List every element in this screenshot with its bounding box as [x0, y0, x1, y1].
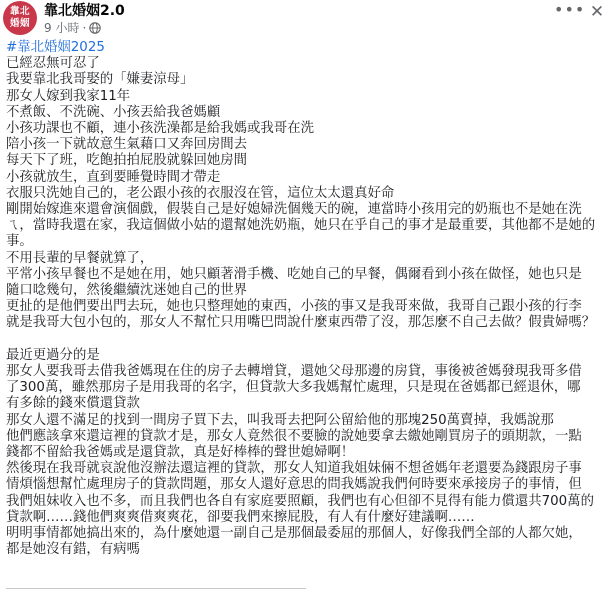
- post-line: 貸款啊……錢他們爽爽借爽爽花，卻要我們來擦屁股，有人有什麼好建議啊……: [6, 509, 475, 525]
- post-line: 了300萬，雖然那房子是用我哥的名字，但貸款大多我媽幫忙處理，只是現在爸媽都已經退休，哪: [6, 380, 581, 396]
- post-line: 剛開始嫁進來還會演個戲，假裝自己是好媳婦洗個幾天的碗，連當時小孩用完的奶瓶也不是她在洗: [6, 202, 582, 218]
- post-line: 就是我哥大包小包的，那女人不幫忙只用嘴巴問說什麼東西帶了沒，那怎麼不自己去做？假貴婦嗎？: [6, 315, 596, 331]
- close-icon[interactable]: ✕: [589, 2, 605, 22]
- post-line: 明明事情都她搞出來的，為什麼她還一副自己是那個最委屈的那個人，好像我們全部的人都欠她，: [6, 526, 582, 542]
- post-line: 衣服只洗她自己的，老公跟小孩的衣服沒在管，這位太太還真好命: [6, 185, 395, 201]
- globe-icon: [89, 22, 101, 34]
- post-line: 他們應該拿來還這裡的貸款才是，那女人竟然很不要臉的說她要拿去繳她剛買房子的頭期款，一點: [6, 428, 582, 444]
- post-line: 已經忍無可忍了: [6, 56, 100, 72]
- post-line: 我要靠北我哥娶的「嫌妻涼母」: [6, 72, 194, 88]
- ellipsis-icon[interactable]: •••: [554, 0, 586, 19]
- post-line: 隨口唸幾句，然後繼續沈迷她自己的世界: [6, 283, 248, 299]
- post-line: 那女人還不滿足的找到一間房子買下去，叫我哥去把阿公留給他的那塊250萬賣掉，我媽說那: [6, 412, 554, 428]
- post-line: 不用長輩的早餐就算了，: [6, 250, 154, 266]
- post-meta: [44, 19, 101, 36]
- post-header: [0, 0, 612, 38]
- post-line: 然後現在我哥就哀說他沒辦法還這裡的貸款，那女人知道我姐妹倆不想爸媽年老還要為錢跟房子事: [6, 461, 582, 477]
- post-line: 小孩就放生，直到要睡覺時間才帶走: [6, 169, 221, 185]
- post-line: 錢都不留給我爸媽或是還貸款，真是好棒棒的聲世媳婦啊！: [6, 445, 355, 461]
- post-line: 那女人嫁到我家11年: [6, 88, 131, 104]
- post-line: 更扯的是他們要出門去玩，她也只整理她的東西，小孩的事又是我哥來做，我哥自己跟小孩的行李: [6, 299, 582, 315]
- post-line: 那女人要我哥去借我爸媽現在住的房子去轉增貸，還她父母那邊的房貸，事後被爸媽發現我哥多借: [6, 364, 582, 380]
- hashtag-link[interactable]: #靠北婚姻2025: [6, 40, 105, 55]
- post-line: 都是她沒有錯，有病嗎: [6, 542, 140, 558]
- meta-separator: ·: [82, 20, 87, 35]
- post-line: [6, 332, 606, 348]
- post-line: ㄟ，當時我還在家，我這個做小姑的還幫她洗奶瓶，她只在乎自己的事才是最重要，其他都不是她的事。: [6, 218, 596, 250]
- post-line: 我們姐妹收入也不多，而且我們也各自有家庭要照顧，我們也有心但卻不見得有能力償還共700萬的: [6, 493, 594, 509]
- post-line: 每天下了班，吃飽拍拍屁股就躲回她房間: [6, 153, 248, 169]
- post-line: 小孩功課也不顧，連小孩洗澡都是給我媽或我哥在洗: [6, 121, 314, 137]
- truncated-content-edge: [6, 588, 306, 592]
- group-name-link[interactable]: 靠北婚姻2.0: [44, 3, 125, 19]
- post-timestamp[interactable]: 9 小時: [44, 21, 80, 35]
- post-line: 陪小孩一下就故意生氣藉口又奔回房間去: [6, 137, 248, 153]
- post-body: [6, 40, 606, 558]
- post-line: 平常小孩早餐也不是她在用，她只顧著滑手機、吃她自己的早餐，偶爾看到小孩在做怪，她也只是: [6, 266, 582, 282]
- group-avatar[interactable]: 靠北 婚姻: [3, 1, 37, 35]
- post-line: 不煮飯、不洗碗、小孩丟給我爸媽顧: [6, 104, 221, 120]
- post-line: 最近更過分的是: [6, 347, 100, 363]
- post-line: 情煩惱想幫忙處理房子的貸款問題，那女人還好意思的問我媽說我們何時要來承接房子的事情，但: [6, 477, 582, 493]
- post-line: 有多餘的錢來償還貸款: [6, 396, 140, 412]
